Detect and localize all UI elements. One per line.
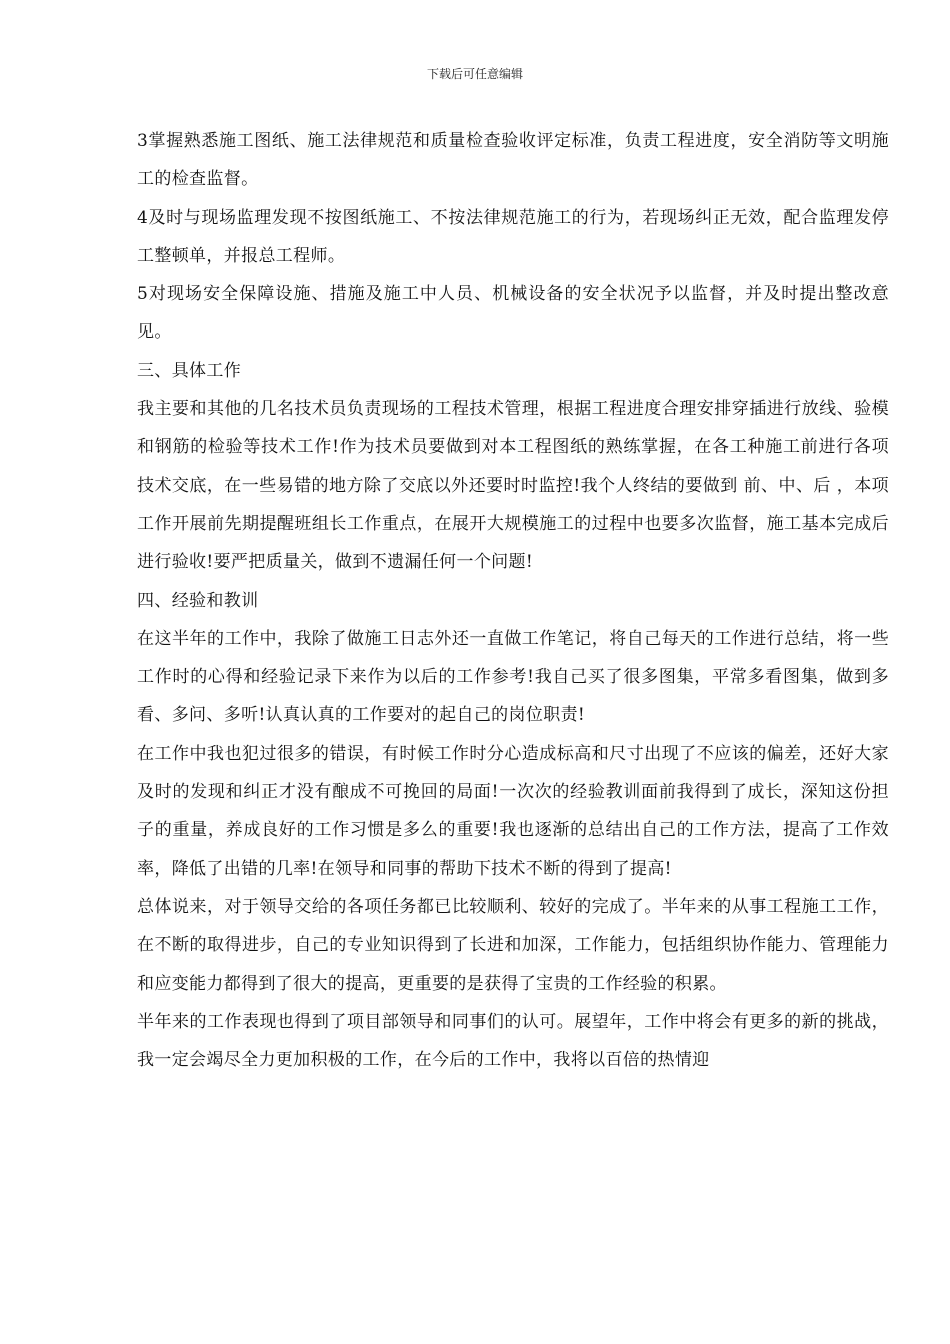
paragraph-work-notes: 在这半年的工作中，我除了做施工日志外还一直做工作笔记，将自己每天的工作进行总结，将一些工作时的心得和经验记录下来作为以后的工作参考!我自己买了很多图集，平常多看图集，做到多看、多问、多听!认真认真的工作要对的起自己的岗位职责! xyxy=(137,628,889,726)
section-heading-experience: 四、经验和教训 xyxy=(137,590,259,611)
paragraph-duty-4: 4及时与现场监理发现不按图纸施工、不按法律规范施工的行为，若现场纠正无效，配合监理发停工整顿单，并报总工程师。 xyxy=(137,207,889,266)
paragraph-duty-3: 3掌握熟悉施工图纸、施工法律规范和质量检查验收评定标准，负责工程进度，安全消防等文明施工的检查监督。 xyxy=(137,131,889,190)
paragraph-duty-5: 5对现场安全保障设施、措施及施工中人员、机械设备的安全状况予以监督，并及时提出整改意见。 xyxy=(137,284,889,343)
paragraph-mistakes: 在工作中我也犯过很多的错误，有时候工作时分心造成标高和尺寸出现了不应该的偏差，还好大家及时的发现和纠正才没有酿成不可挽回的局面!一次次的经验教训面前我得到了成长，深知这份担子的重量，养成良好的工作习惯是多么的重要!我也逐渐的总结出自己的工作方法，提高了工作效率，降低了出错的几率!在领导和同事的帮助下技术不断的得到了提高! xyxy=(137,743,889,879)
paragraph-summary: 总体说来，对于领导交给的各项任务都已比较顺利、较好的完成了。半年来的从事工程施工工作， 在不断的取得进步，自己的专业知识得到了长进和加深，工作能力，包括组织协作能力、管理能力和应变能力都得到了很大的提高，更重要的是获得了宝贵的工作经验的积累。 xyxy=(137,896,889,994)
section-heading-specific-work: 三、具体工作 xyxy=(137,360,242,381)
paragraph-outlook: 半年来的工作表现也得到了项目部领导和同事们的认可。展望年，工作中将会有更多的新的挑战，我一定会竭尽全力更加积极的工作，在今后的工作中，我将以百倍的热情迎 xyxy=(137,1011,889,1071)
document-body xyxy=(137,122,889,1079)
page-header: 下载后可任意编辑 xyxy=(426,67,523,81)
paragraph-specific-work: 我主要和其他的几名技术员负责现场的工程技术管理，根据工程进度合理安排穿插进行放线、验模和钢筋的检验等技术工作!作为技术员要做到对本工程图纸的熟练掌握，在各工种施工前进行各项技术交底，在一些易错的地方除了交底以外还要时时监控!我个人终结的要做到 前、中、后 ，本项工作开展前先期提醒班组长工作重点，在展开大规模施工的过程中也要多次监督，施工基本完成后进行验收!要严把质量关，做到不遗漏任何一个问题! xyxy=(137,399,889,573)
